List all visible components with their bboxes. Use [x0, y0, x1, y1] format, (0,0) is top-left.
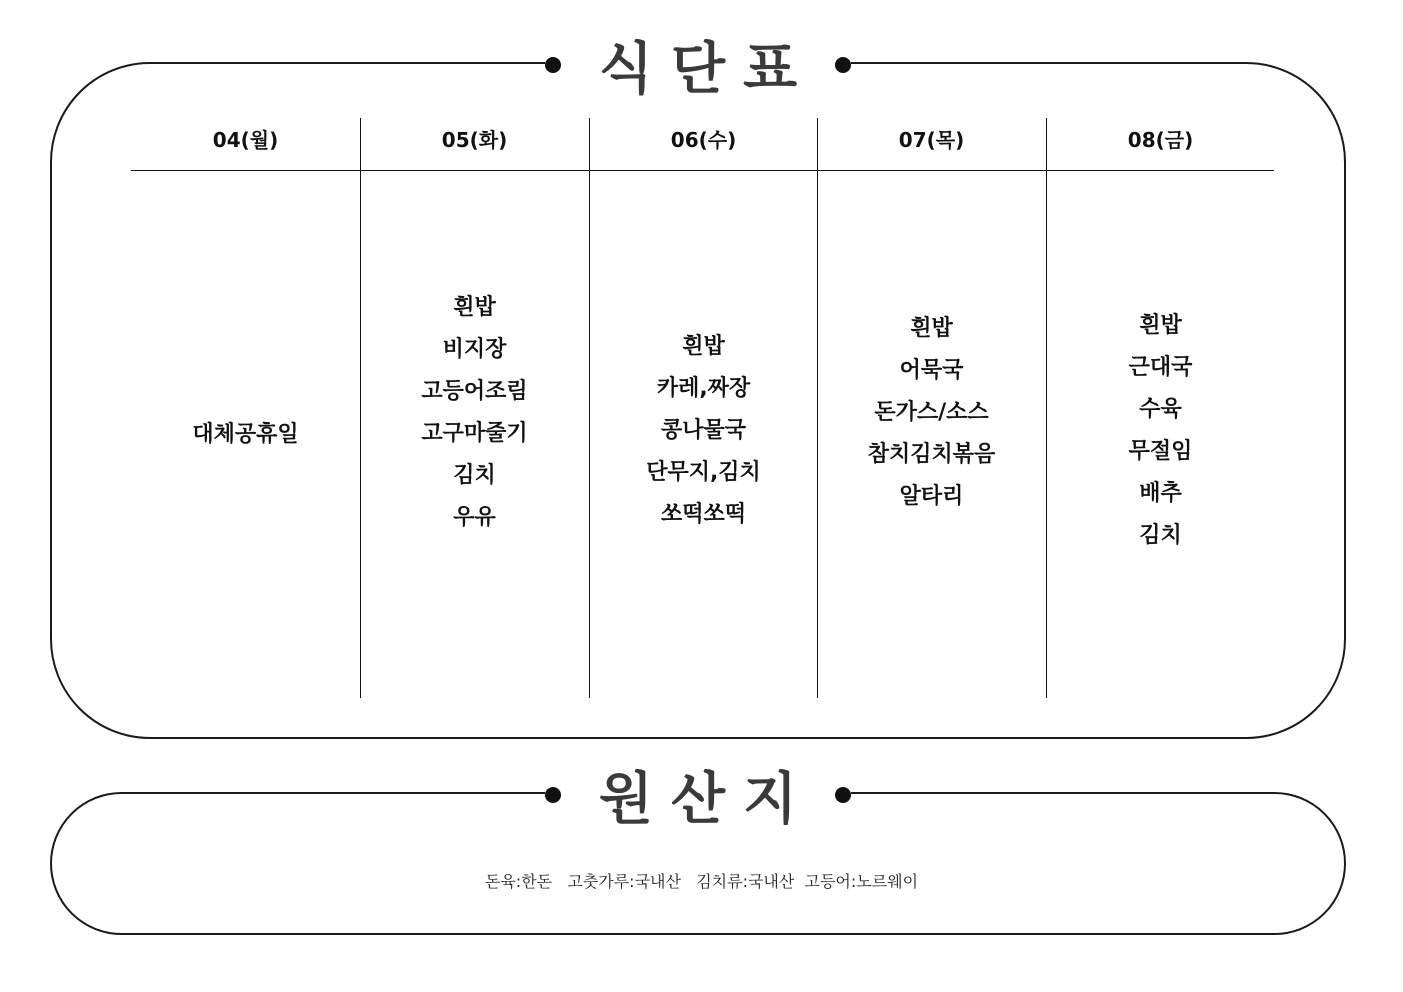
dish-item: 우유 — [453, 505, 496, 530]
dish-item: 카레,짜장 — [656, 376, 751, 401]
dish-item: 무절임 — [1128, 439, 1193, 464]
menu-column-tue — [360, 150, 589, 676]
day-header-fri: 08(금) — [1127, 128, 1194, 152]
title-right-dot — [835, 57, 851, 73]
dish-item: 김치 — [1139, 523, 1182, 548]
title-left-dot — [545, 57, 561, 73]
day-header-tue: 05(화) — [441, 128, 508, 152]
menu-title-banner — [545, 30, 851, 100]
menu-column-thu — [817, 150, 1046, 676]
menu-column-mon — [131, 172, 360, 698]
dish-item: 어묵국 — [899, 358, 964, 383]
day-header-mon: 04(월) — [212, 128, 279, 152]
menu-title: 식단표 — [598, 37, 816, 102]
origin-info: 돈육:한돈 고춧가루:국내산 김치류:국내산 고등어:노르웨이 — [484, 872, 919, 891]
dish-item: 고구마줄기 — [421, 421, 528, 446]
dish-item: 흰밥 — [682, 334, 725, 359]
dish-item: 알타리 — [899, 484, 964, 509]
dish-item: 쏘떡쏘떡 — [660, 502, 746, 527]
dish-item: 참치김치볶음 — [867, 442, 996, 467]
dish-item: 돈가스/소스 — [874, 400, 989, 425]
day-header-wed: 06(수) — [670, 128, 737, 152]
menu-column-fri — [1046, 168, 1275, 694]
dish-item: 고등어조림 — [421, 379, 528, 404]
dish-item: 단무지,김치 — [646, 460, 761, 485]
menu-column-wed — [589, 168, 818, 694]
title-left-dot — [545, 787, 561, 803]
dish-item: 근대국 — [1128, 355, 1193, 380]
dish-item: 배추 — [1139, 481, 1182, 506]
origin-title: 원산지 — [598, 767, 816, 832]
dish-item: 흰밥 — [910, 316, 953, 341]
origin-title-banner — [545, 760, 851, 830]
dish-item: 수육 — [1139, 397, 1182, 422]
dish-item: 콩나물국 — [660, 418, 746, 443]
dish-item: 대체공휴일 — [192, 422, 299, 447]
dish-item: 흰밥 — [1139, 313, 1182, 338]
title-right-dot — [835, 787, 851, 803]
dish-item: 흰밥 — [453, 295, 496, 320]
dish-item: 김치 — [453, 463, 496, 488]
day-header-thu: 07(목) — [898, 128, 965, 152]
dish-item: 비지장 — [442, 337, 507, 362]
